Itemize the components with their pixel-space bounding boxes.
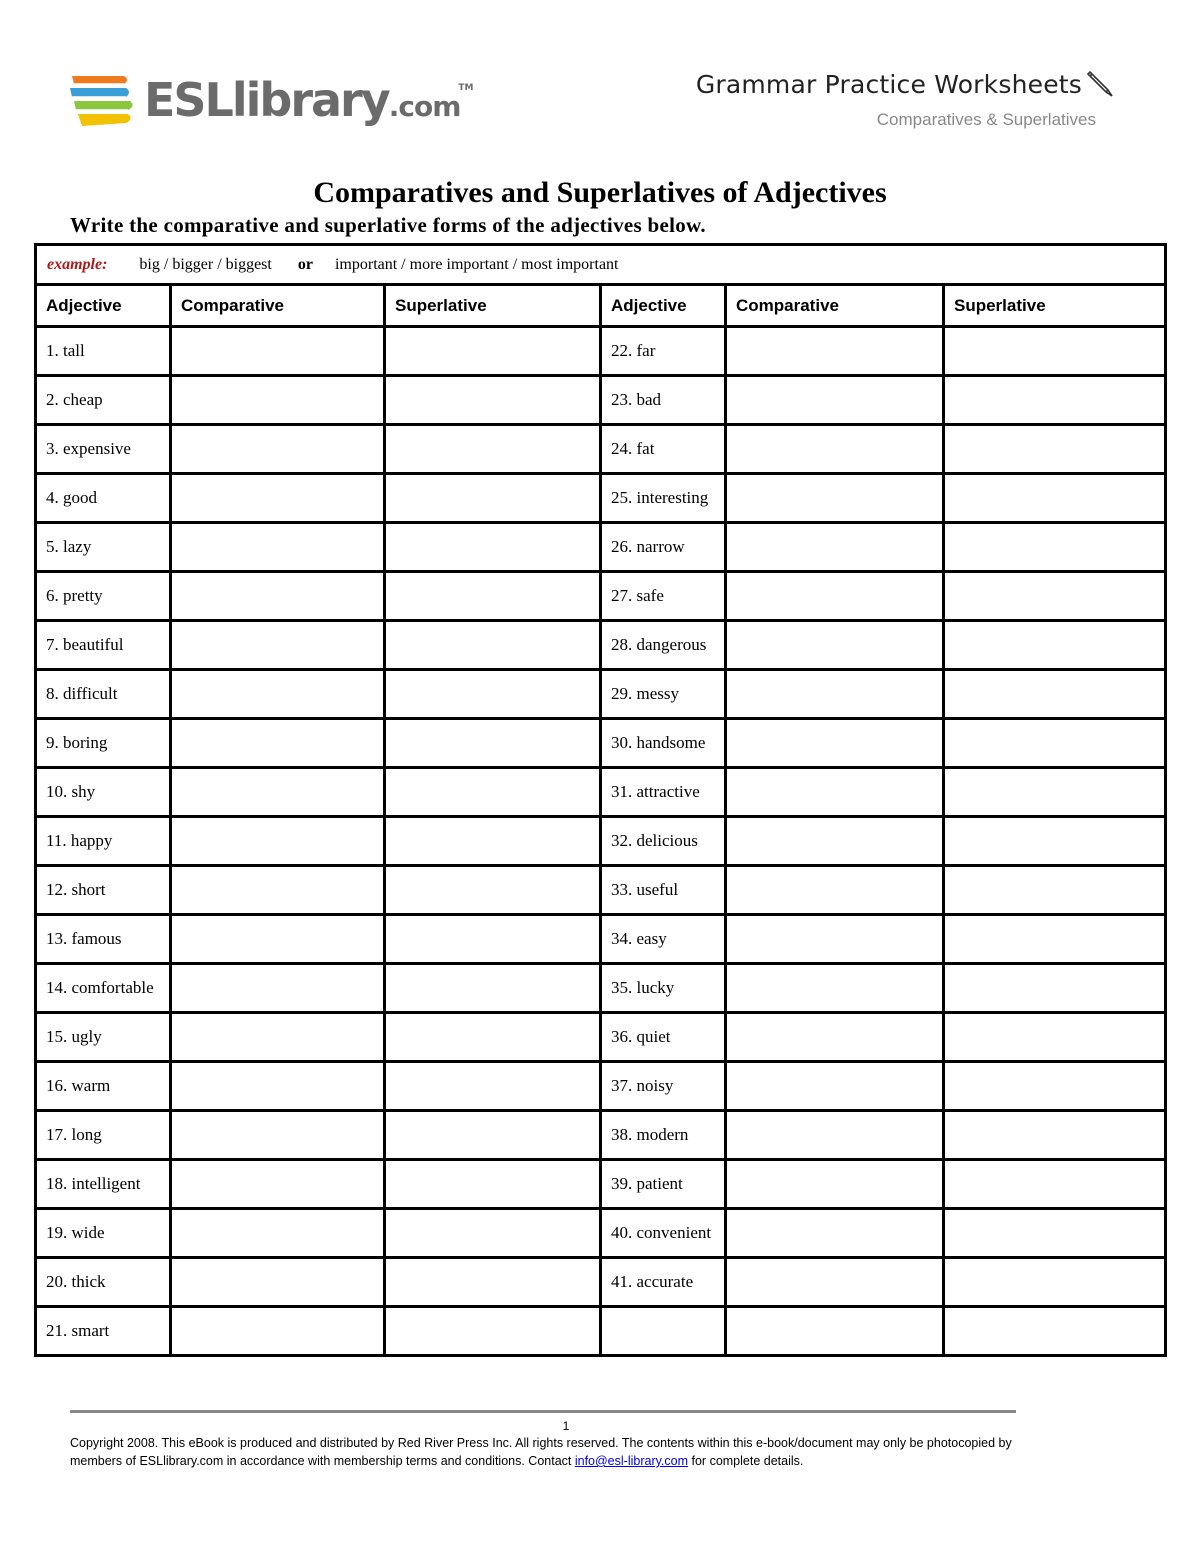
comparative-answer-cell[interactable] xyxy=(726,1111,944,1160)
table-row xyxy=(36,474,1166,523)
comparative-answer-cell[interactable] xyxy=(171,866,385,915)
adjective-cell: 2. cheap xyxy=(36,376,171,425)
table-row xyxy=(36,915,1166,964)
adjective-cell: 15. ugly xyxy=(36,1013,171,1062)
adjective-cell: 26. narrow xyxy=(601,523,726,572)
comparative-answer-cell[interactable] xyxy=(171,1258,385,1307)
superlative-answer-cell[interactable] xyxy=(385,572,601,621)
example-form-b: important / more important / most important xyxy=(334,255,619,273)
comparative-answer-cell[interactable] xyxy=(171,327,385,376)
comparative-answer-cell[interactable] xyxy=(726,425,944,474)
adjective-cell: 16. warm xyxy=(36,1062,171,1111)
adjective-cell: 10. shy xyxy=(36,768,171,817)
superlative-answer-cell[interactable] xyxy=(944,1111,1166,1160)
table-row xyxy=(36,621,1166,670)
comparative-answer-cell[interactable] xyxy=(726,523,944,572)
table-row xyxy=(36,768,1166,817)
column-header-superlative: Superlative xyxy=(385,285,601,327)
adjective-cell: 12. short xyxy=(36,866,171,915)
superlative-answer-cell[interactable] xyxy=(385,768,601,817)
table-row xyxy=(36,1013,1166,1062)
column-header-adjective: Adjective xyxy=(36,285,171,327)
superlative-answer-cell[interactable] xyxy=(944,915,1166,964)
adjective-cell: 5. lazy xyxy=(36,523,171,572)
superlative-answer-cell[interactable] xyxy=(385,1160,601,1209)
adjective-cell: 27. safe xyxy=(601,572,726,621)
adjective-cell: 8. difficult xyxy=(36,670,171,719)
comparative-answer-cell[interactable] xyxy=(726,1307,944,1356)
adjective-cell: 14. comfortable xyxy=(36,964,171,1013)
worksheet-title: Comparatives and Superlatives of Adjectives xyxy=(313,176,887,209)
superlative-answer-cell[interactable] xyxy=(944,425,1166,474)
adjective-cell: 17. long xyxy=(36,1111,171,1160)
table-row xyxy=(36,964,1166,1013)
adjective-cell: 22. far xyxy=(601,327,726,376)
superlative-answer-cell[interactable] xyxy=(944,327,1166,376)
comparative-answer-cell[interactable] xyxy=(726,768,944,817)
superlative-answer-cell[interactable] xyxy=(385,425,601,474)
superlative-answer-cell[interactable] xyxy=(385,915,601,964)
superlative-answer-cell[interactable] xyxy=(385,1111,601,1160)
table-row xyxy=(36,523,1166,572)
comparative-answer-cell[interactable] xyxy=(726,866,944,915)
comparative-answer-cell[interactable] xyxy=(726,376,944,425)
superlative-answer-cell[interactable] xyxy=(944,621,1166,670)
comparative-answer-cell[interactable] xyxy=(726,1013,944,1062)
table-row xyxy=(36,1258,1166,1307)
adjective-cell: 39. patient xyxy=(601,1160,726,1209)
comparative-answer-cell[interactable] xyxy=(726,572,944,621)
superlative-answer-cell[interactable] xyxy=(385,376,601,425)
superlative-answer-cell[interactable] xyxy=(944,523,1166,572)
table-row xyxy=(36,1209,1166,1258)
superlative-answer-cell[interactable] xyxy=(944,768,1166,817)
adjective-cell: 13. famous xyxy=(36,915,171,964)
comparative-answer-cell[interactable] xyxy=(726,1160,944,1209)
adjective-cell: 23. bad xyxy=(601,376,726,425)
adjective-cell: 28. dangerous xyxy=(601,621,726,670)
superlative-answer-cell[interactable] xyxy=(385,866,601,915)
superlative-answer-cell[interactable] xyxy=(944,1013,1166,1062)
comparative-answer-cell[interactable] xyxy=(171,915,385,964)
superlative-answer-cell[interactable] xyxy=(944,1062,1166,1111)
superlative-answer-cell[interactable] xyxy=(944,376,1166,425)
adjective-cell: 20. thick xyxy=(36,1258,171,1307)
comparative-answer-cell[interactable] xyxy=(726,670,944,719)
example-label: example: xyxy=(47,255,108,273)
adjective-cell: 38. modern xyxy=(601,1111,726,1160)
comparative-answer-cell[interactable] xyxy=(171,670,385,719)
comparative-answer-cell[interactable] xyxy=(171,768,385,817)
series-subtitle: Comparatives & Superlatives xyxy=(876,110,1096,129)
adjective-cell: 41. accurate xyxy=(601,1258,726,1307)
adjective-cell: 25. interesting xyxy=(601,474,726,523)
worksheet-instructions: Write the comparative and superlative forms of the adjectives below. xyxy=(70,213,706,237)
superlative-answer-cell[interactable] xyxy=(385,621,601,670)
column-header-adjective: Adjective xyxy=(601,285,726,327)
adjective-cell: 3. expensive xyxy=(36,425,171,474)
adjective-table xyxy=(34,243,1167,1357)
superlative-answer-cell[interactable] xyxy=(944,670,1166,719)
comparative-answer-cell[interactable] xyxy=(726,964,944,1013)
adjective-cell: 33. useful xyxy=(601,866,726,915)
superlative-answer-cell[interactable] xyxy=(944,719,1166,768)
comparative-answer-cell[interactable] xyxy=(171,964,385,1013)
esl-library-logo xyxy=(68,68,474,138)
comparative-answer-cell[interactable] xyxy=(171,817,385,866)
comparative-answer-cell[interactable] xyxy=(726,915,944,964)
superlative-answer-cell[interactable] xyxy=(944,474,1166,523)
comparative-answer-cell[interactable] xyxy=(726,1209,944,1258)
superlative-answer-cell[interactable] xyxy=(385,1013,601,1062)
table-row xyxy=(36,572,1166,621)
superlative-answer-cell[interactable] xyxy=(385,719,601,768)
superlative-answer-cell[interactable] xyxy=(385,327,601,376)
table-row xyxy=(36,1062,1166,1111)
adjective-cell: 40. convenient xyxy=(601,1209,726,1258)
copyright-notice: Copyright 2008. This eBook is produced and distributed by Red River Press Inc. All rights reserved. The contents within this e-book/document may only be photocopied by members of ESLlibrary.com in accordance with membership terms and conditions. Contact info@esl-library.com for complete details. xyxy=(70,1436,1012,1468)
table-row xyxy=(36,1111,1166,1160)
comparative-answer-cell[interactable] xyxy=(726,719,944,768)
comparative-answer-cell[interactable] xyxy=(171,523,385,572)
contact-email-link[interactable]: info@esl-library.com xyxy=(574,1454,689,1468)
adjective-cell: 7. beautiful xyxy=(36,621,171,670)
table-row xyxy=(36,1307,1166,1356)
comparative-answer-cell[interactable] xyxy=(171,1307,385,1356)
superlative-answer-cell[interactable] xyxy=(385,1209,601,1258)
table-row xyxy=(36,1160,1166,1209)
superlative-answer-cell[interactable] xyxy=(944,817,1166,866)
comparative-answer-cell[interactable] xyxy=(171,621,385,670)
comparative-answer-cell[interactable] xyxy=(726,1258,944,1307)
comparative-answer-cell[interactable] xyxy=(726,1062,944,1111)
footer-divider xyxy=(70,1410,1016,1413)
comparative-answer-cell[interactable] xyxy=(171,474,385,523)
superlative-answer-cell[interactable] xyxy=(944,866,1166,915)
superlative-answer-cell[interactable] xyxy=(944,1258,1166,1307)
comparative-answer-cell[interactable] xyxy=(726,474,944,523)
superlative-answer-cell[interactable] xyxy=(385,1307,601,1356)
comparative-answer-cell[interactable] xyxy=(171,572,385,621)
adjective-cell: 34. easy xyxy=(601,915,726,964)
adjective-cell: 6. pretty xyxy=(36,572,171,621)
table-row xyxy=(36,817,1166,866)
adjective-cell: 29. messy xyxy=(601,670,726,719)
superlative-answer-cell[interactable] xyxy=(385,1062,601,1111)
comparative-answer-cell[interactable] xyxy=(726,621,944,670)
comparative-answer-cell[interactable] xyxy=(171,425,385,474)
comparative-answer-cell[interactable] xyxy=(726,817,944,866)
table-header-row xyxy=(36,285,1166,327)
example-form-a: big / bigger / biggest xyxy=(139,255,272,273)
comparative-answer-cell[interactable] xyxy=(171,1209,385,1258)
adjective-cell: 37. noisy xyxy=(601,1062,726,1111)
series-title: Grammar Practice Worksheets xyxy=(695,70,1082,99)
comparative-answer-cell[interactable] xyxy=(171,1111,385,1160)
column-header-comparative: Comparative xyxy=(171,285,385,327)
table-row xyxy=(36,670,1166,719)
books-icon xyxy=(68,70,136,134)
adjective-cell: 9. boring xyxy=(36,719,171,768)
superlative-answer-cell[interactable] xyxy=(944,1307,1166,1356)
comparative-answer-cell[interactable] xyxy=(171,1013,385,1062)
superlative-answer-cell[interactable] xyxy=(385,523,601,572)
adjective-cell: 1. tall xyxy=(36,327,171,376)
table-row xyxy=(36,719,1166,768)
comparative-answer-cell[interactable] xyxy=(726,327,944,376)
adjective-cell: 24. fat xyxy=(601,425,726,474)
adjective-cell: 36. quiet xyxy=(601,1013,726,1062)
adjective-cell: 31. attractive xyxy=(601,768,726,817)
logo-wordmark: ESLlibrary.com™ xyxy=(144,73,474,127)
superlative-answer-cell[interactable] xyxy=(385,817,601,866)
adjective-cell: 18. intelligent xyxy=(36,1160,171,1209)
superlative-answer-cell[interactable] xyxy=(385,670,601,719)
adjective-cell: 35. lucky xyxy=(601,964,726,1013)
comparative-answer-cell[interactable] xyxy=(171,1160,385,1209)
adjective-cell: 19. wide xyxy=(36,1209,171,1258)
comparative-answer-cell[interactable] xyxy=(171,1062,385,1111)
example-row xyxy=(36,245,1166,285)
superlative-answer-cell[interactable] xyxy=(385,474,601,523)
page-number: 1 xyxy=(562,1419,570,1433)
superlative-answer-cell[interactable] xyxy=(944,964,1166,1013)
pencil-icon xyxy=(1082,66,1116,100)
adjective-cell: 32. delicious xyxy=(601,817,726,866)
superlative-answer-cell[interactable] xyxy=(944,1160,1166,1209)
adjective-cell: 4. good xyxy=(36,474,171,523)
column-header-comparative: Comparative xyxy=(726,285,944,327)
table-row xyxy=(36,425,1166,474)
table-row xyxy=(36,327,1166,376)
example-or: or xyxy=(297,255,313,273)
table-row xyxy=(36,376,1166,425)
superlative-answer-cell[interactable] xyxy=(944,572,1166,621)
superlative-answer-cell[interactable] xyxy=(385,1258,601,1307)
superlative-answer-cell[interactable] xyxy=(385,964,601,1013)
comparative-answer-cell[interactable] xyxy=(171,376,385,425)
superlative-answer-cell[interactable] xyxy=(944,1209,1166,1258)
adjective-cell: 21. smart xyxy=(36,1307,171,1356)
column-header-superlative: Superlative xyxy=(944,285,1166,327)
comparative-answer-cell[interactable] xyxy=(171,719,385,768)
table-row xyxy=(36,866,1166,915)
adjective-cell xyxy=(601,1307,726,1356)
adjective-cell: 30. handsome xyxy=(601,719,726,768)
adjective-cell: 11. happy xyxy=(36,817,171,866)
